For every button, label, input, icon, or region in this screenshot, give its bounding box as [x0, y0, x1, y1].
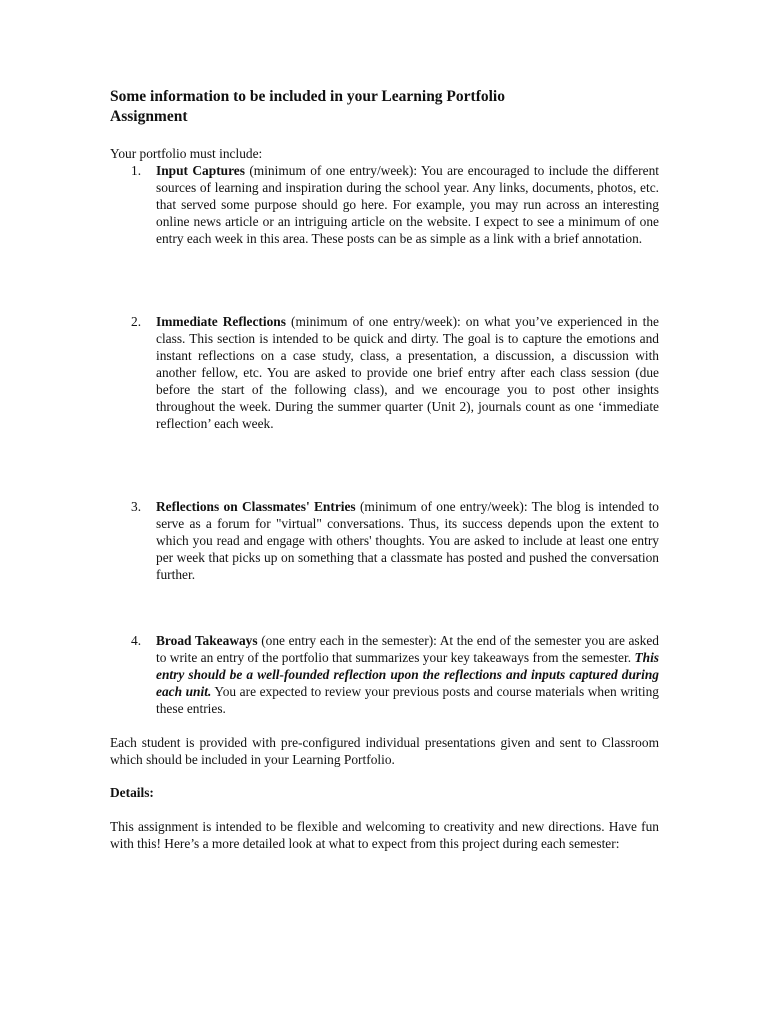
details-paragraph: This assignment is intended to be flexible and welcoming to creativity and new directions. Have fun with this! Here’s a more detailed look at what to expect from this project during each semester:: [110, 819, 659, 851]
item-emphasis: This entry should be a well-founded reflection upon the reflections and inputs captured during each unit.: [156, 650, 659, 699]
item-text: (minimum of one entry/week): on what you’ve experienced in the class. This section is intended to be quick and dirty. The goal is to capture the emotions and instant reflections on a case study, class, a presentation, a discussion, a discussion with another fellow, etc. You are asked to provide one brief entry after each class session (due before the start of the following class), and we encourage you to post other insights throughout the week. During the summer quarter (Unit 2), journals count as one ‘immediate reflection’ each week.: [156, 314, 659, 431]
item-text-after: You are expected to review your previous posts and course materials when writing these entries.: [156, 684, 659, 716]
classroom-paragraph: Each student is provided with pre-configured individual presentations given and sent to Classroom which should be included in your Learning Portfolio.: [110, 735, 659, 767]
list-item-immediate-reflections: [131, 313, 659, 432]
item-text: (minimum of one entry/week): The blog is intended to serve as a forum for "virtual" conversations. Thus, its success depends upon the extent to which you read and engage with others' thoughts. You are asked to include at least one entry per week that picks up on something that a classmate has posted and pushed the conversation further.: [156, 499, 659, 582]
item-heading: Immediate Reflections: [156, 314, 286, 329]
details-heading: Details:: [110, 785, 154, 800]
intro-text: Your portfolio must include:: [110, 146, 263, 161]
item-heading: Reflections on Classmates' Entries: [156, 499, 356, 514]
list-item-classmates-entries: [131, 498, 659, 583]
title-line-1: Some information to be included in your Learning Portfolio: [110, 88, 505, 105]
list-number: 1.: [131, 163, 142, 178]
list-number: 4.: [131, 633, 142, 648]
list-item-broad-takeaways: [131, 632, 659, 717]
list-number: 2.: [131, 314, 142, 329]
item-heading: Input Captures: [156, 163, 245, 178]
title-line-2: Assignment: [110, 108, 188, 125]
item-text: (one entry each in the semester): At the end of the semester you are asked to write an entry of the portfolio that summarizes your key takeaways from the semester.: [156, 633, 659, 665]
item-heading: Broad Takeaways: [156, 633, 258, 648]
document-title: [110, 87, 610, 127]
list-number: 3.: [131, 499, 142, 514]
item-text: (minimum of one entry/week): You are encouraged to include the different sources of learning and inspiration during the school year. Any links, documents, photos, etc. that served some purpose should go here. For example, you may run across an interesting online news article or an intriguing article on the website. I expect to see a minimum of one entry each week in this area. These posts can be as simple as a link with a brief annotation.: [156, 163, 659, 246]
list-item-input-captures: [131, 162, 659, 247]
